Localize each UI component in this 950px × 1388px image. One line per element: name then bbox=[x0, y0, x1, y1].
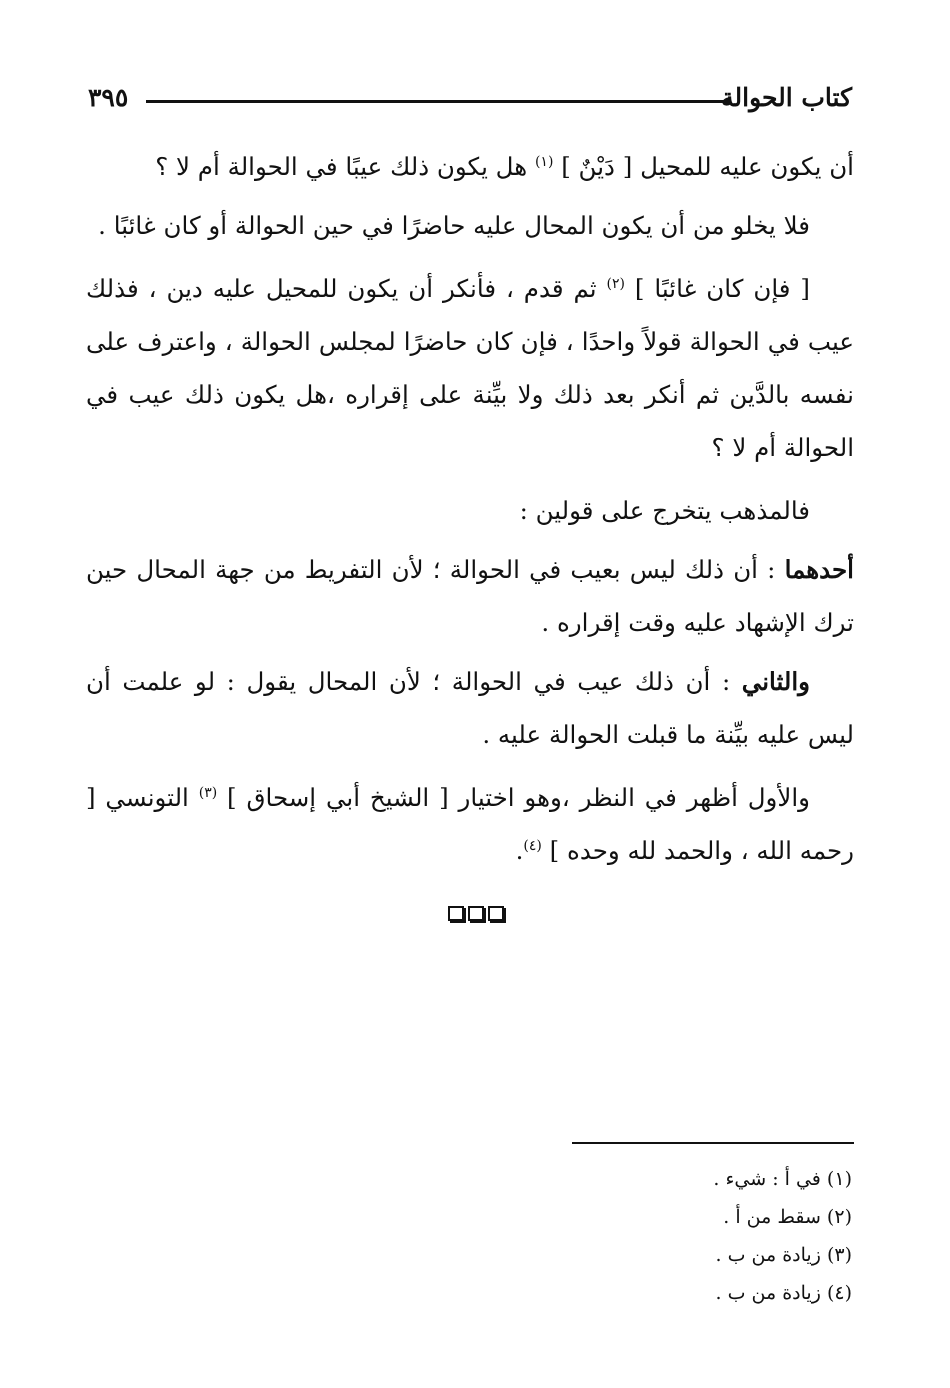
paragraph-3 bbox=[86, 262, 854, 474]
paragraph-4: فالمذهب يتخرج على قولين : bbox=[519, 496, 810, 525]
footnote-3: (٣) زيادة من ب . bbox=[715, 1244, 852, 1266]
paragraph-2: فلا يخلو من أن يكون المحال عليه حاضرًا في حين الحوالة أو كان غائبًا . bbox=[98, 211, 810, 240]
paragraph-text: [ فإن كان غائبًا ] bbox=[625, 274, 810, 303]
header-rule bbox=[146, 100, 730, 103]
footnote-4: (٤) زيادة من ب . bbox=[715, 1282, 852, 1304]
running-header bbox=[88, 80, 852, 120]
footnote-2: (٢) سقط من أ . bbox=[723, 1206, 852, 1228]
paragraph-text: التونسي [ رحمه الله ، والحمد لله وحده ] bbox=[86, 783, 854, 865]
paragraph-5 bbox=[86, 543, 854, 649]
main-text bbox=[86, 140, 854, 887]
footnotes bbox=[560, 1160, 852, 1312]
footnote-separator bbox=[572, 1142, 854, 1144]
footnote-ref: (٣) bbox=[198, 784, 218, 801]
paragraph-text: . bbox=[515, 836, 524, 865]
page-number: ٣٩٥ bbox=[88, 83, 129, 112]
paragraph-text: هل يكون ذلك عيبًا في الحوالة أم لا ؟ bbox=[155, 152, 535, 181]
lead-word: أحدهما bbox=[784, 555, 854, 584]
footnote-ref: (٤) bbox=[523, 837, 542, 854]
footnote-1: (١) في أ : شيء . bbox=[713, 1168, 852, 1190]
paragraph-text: : أن ذلك عيب في الحوالة ؛ لأن المحال يقول : لو علمت أن ليس عليه بيِّنة ما قبلت الحوالة عليه . bbox=[86, 667, 854, 749]
footnote-ref: (٢) bbox=[606, 275, 625, 292]
paragraph-text: والأول أظهر في النظر ،وهو اختيار [ الشيخ أبي إسحاق ] bbox=[217, 783, 810, 812]
paragraph-text: أن يكون عليه للمحيل [ دَيْنٌ ] bbox=[553, 152, 854, 181]
section-end-ornament bbox=[440, 906, 512, 928]
square-ornament-icon bbox=[468, 906, 484, 921]
lead-word: والثاني bbox=[741, 667, 810, 696]
footnote-ref: (١) bbox=[534, 153, 554, 170]
paragraph-1 bbox=[86, 140, 854, 193]
paragraph-text: ثم قدم ، فأنكر أن يكون للمحيل عليه دين ، فذلك عيب في الحوالة قولاً واحدًا ، فإن كان حاضرًا لمجلس الحوالة ، واعترف على نفسه بالدَّين ثم أنكر بعد ذلك ولا بيِّنة على إقراره ،هل يكون ذلك عيب في الحوالة أم لا ؟ bbox=[86, 274, 854, 462]
paragraph-7 bbox=[86, 771, 854, 877]
paragraph-6 bbox=[86, 655, 854, 761]
square-ornament-icon bbox=[448, 906, 464, 921]
book-title: كتاب الحوالة bbox=[721, 83, 852, 112]
square-ornament-icon bbox=[488, 906, 504, 921]
paragraph-text: : أن ذلك ليس بعيب في الحوالة ؛ لأن التفريط من جهة المحال حين ترك الإشهاد عليه وقت إقراره . bbox=[86, 555, 854, 637]
